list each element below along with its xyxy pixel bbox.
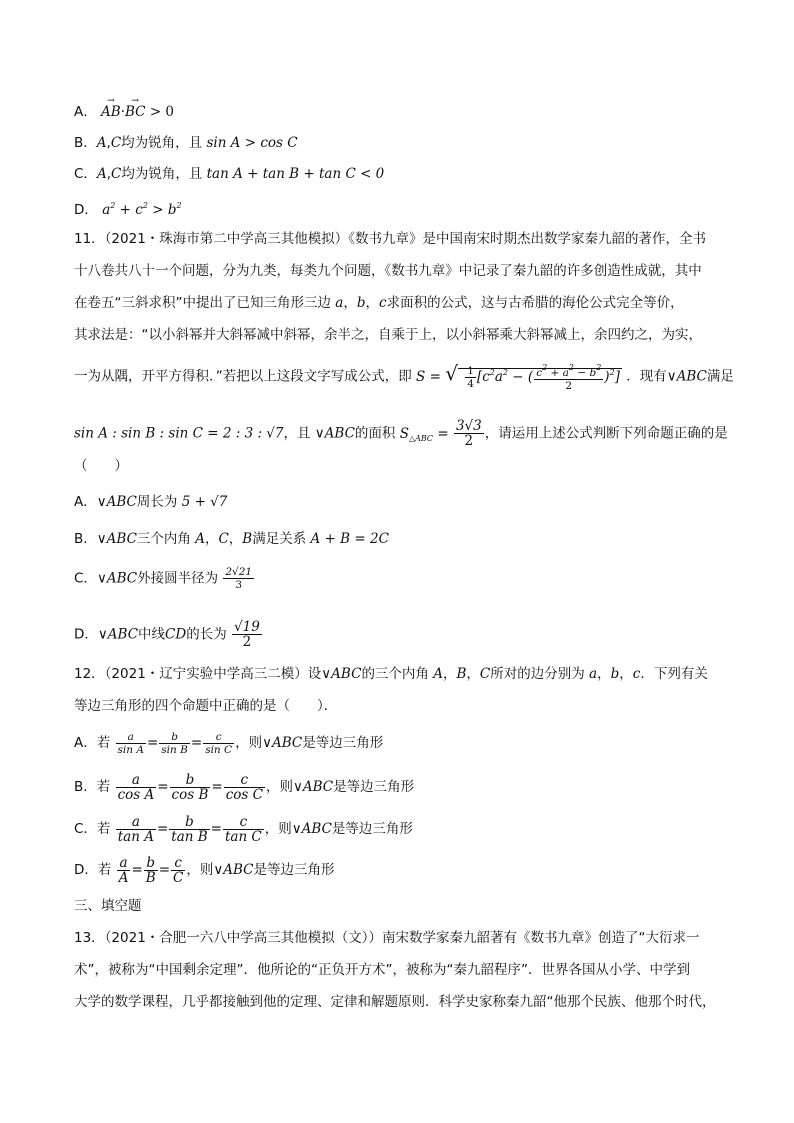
q13-line-2: 术”，被称为“中国剩余定理”．他所论的“正负开方术”，被称为“秦九韶程序”．世界各国从小学、中学到 — [74, 962, 690, 978]
q11-option-a: A．∨ABC周长为 5 + √7 — [74, 494, 228, 510]
q11-line-1: 11．（2021・珠海市第二中学高三其他模拟）《数书九章》是中国南宋时期杰出数学家秦九韶的著作，全书 — [74, 231, 707, 247]
q11-line-3: 在卷五“三斜求积”中提出了已知三角形三边 a，b，c求面积的公式，这与古希腊的海伦公式完全等价， — [74, 295, 684, 311]
q12-option-a: A．若 $\frac{a}{\text{sin A}}$ = $\frac{b}{\text{sin B}}$ = $\frac{c}{\text{sin C}}$ ，则∨ABC是等边三角形 — [74, 731, 384, 756]
q12-option-c: C．若 $\frac{a}{\text{tan A}}$ = $\frac{b}{\text{tan B}}$ = $\frac{c}{\text{tan C}}$ ，则∨ABC是等边三角形 — [74, 814, 413, 845]
section-title: 三、填空题 — [74, 898, 142, 914]
heron-formula: S = √ $\frac{1}{4}$ [$c^2a^2$ − ( $\frac{c^2 + a^2 - b^2}{2}$ )$^2$] — [416, 361, 620, 392]
q11-option-c: C．∨ABC外接圆半径为 $\frac{2√21}{3}$ — [74, 566, 253, 591]
q11-line-2: 十八卷共八十一个问题，分为九类，每类九个问题，《数书九章》中记录了秦九韶的许多创造性成就，其中 — [74, 263, 702, 279]
q10-option-c: C．A,C均为锐角，且 tan A + tan B + tan C < 0 — [74, 166, 385, 182]
q11-paren: （ ） — [74, 458, 128, 474]
q13-line-3: 大学的数学课程，几乎都接触到他的定理、定律和解题原则．科学史家称秦九韶“他那个民族、他那个时代， — [74, 994, 716, 1010]
q11-line-5: 一为从隅，开平方得积．”若把以上这段文字写成公式，即 S = √ $\frac{1}{4}$ [$c^2a^2$ − ( $\frac{c^2 + a^2 - b^2}{2}$ )$^2$] ．现有∨ABC满足 — [74, 361, 734, 392]
q13-line-1: 13．（2021・合肥一六八中学高三其他模拟（文））南宋数学家秦九韶著有《数书九章》创造了“大衍求一 — [74, 930, 700, 946]
q11-option-d: D．∨ABC中线CD的长为 $\frac{√19}{2}$ — [74, 619, 260, 650]
q11-option-b: B．∨ABC三个内角 A，C，B满足关系 A + B = 2C — [74, 531, 389, 547]
q12-line-2: 等边三角形的四个命题中正确的是（ ）． — [74, 698, 338, 714]
q11-line-4: 其求法是：“以小斜幂并大斜幂减中斜幂，余半之，自乘于上，以小斜幂乘大斜幂减上，余四约之，为实， — [74, 327, 702, 343]
q10-option-d: D． $a^2 + c^2 > b^2$ — [74, 201, 182, 218]
q12-option-d: D．若 $\frac{a}{A}$ = $\frac{b}{B}$ = $\frac{c}{C}$ ，则∨ABC是等边三角形 — [74, 855, 335, 886]
q12-line-1: 12．（2021・辽宁实验中学高三二模）设∨ABC的三个内角 A，B，C所对的边分别为 a，b，c．下列有关 — [74, 666, 708, 682]
q12-option-b: B．若 $\frac{a}{\text{cos A}}$ = $\frac{b}{\text{cos B}}$ = $\frac{c}{\text{cos C}}$ ，则∨ABC是等边三角形 — [74, 772, 415, 803]
q10-option-b: B．A,C均为锐角，且 sin A > cos C — [74, 135, 298, 151]
q10-option-a: A． → AB·→ BC > 0 — [74, 102, 174, 122]
q11-line-6: sin A : sin B : sin C = 2 : 3 : √7，且 ∨ABC的面积 $S_{\triangle ABC}$ = $\frac{3√3}{2}$ ，请运用上述公式判断下列命题正确的是 — [74, 418, 728, 449]
